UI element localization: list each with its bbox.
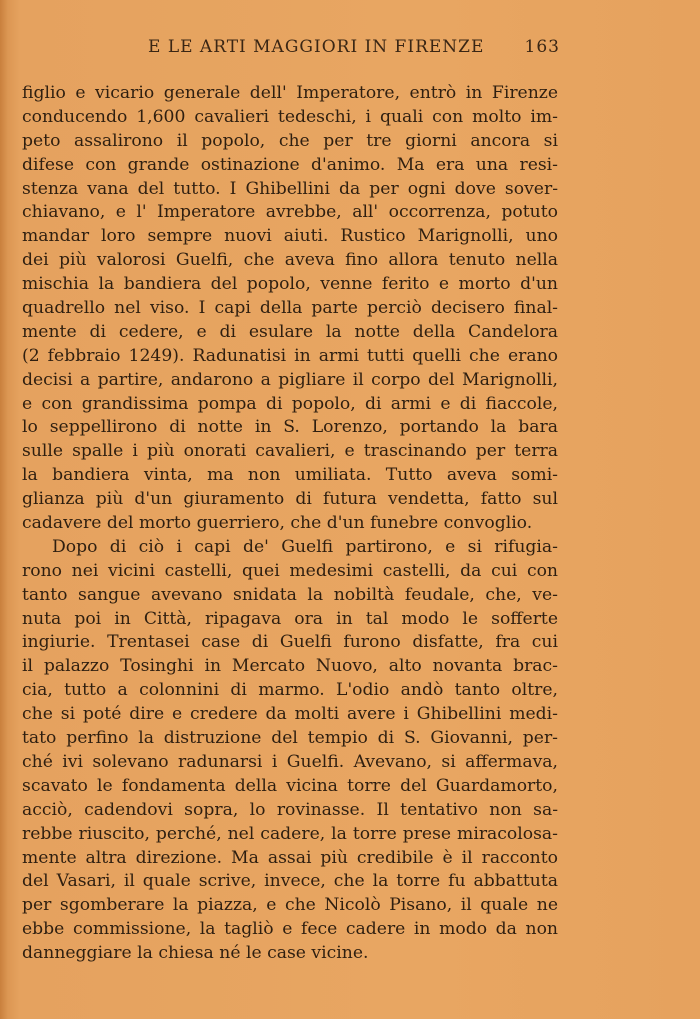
text-line: ebbe commissione, la tagliò e fece cadere in modo da non: [22, 919, 558, 940]
text-line: cia, tutto a colonnini di marmo. L'odio andò tanto oltre,: [22, 680, 558, 701]
text-line: stenza vana del tutto. I Ghibellini da per ogni dove sover-: [22, 178, 558, 199]
text-line: scavato le fondamenta della vicina torre del Guardamorto,: [22, 775, 558, 796]
text-line: peto assalirono il popolo, che per tre giorni ancora si: [22, 130, 558, 151]
text-line: del Vasari, il quale scrive, invece, che la torre fu abbattuta: [22, 871, 558, 892]
text-line: quadrello nel viso. I capi della parte perciò decisero final-: [22, 298, 558, 319]
body-text: [22, 82, 558, 966]
text-line: (2 febbraio 1249). Radunatisi in armi tutti quelli che erano: [22, 345, 558, 366]
paragraph-first-line: Dopo di ciò i capi de' Guelfi partirono, e si rifugia-: [52, 536, 558, 557]
text-line: ché ivi solevano radunarsi i Guelfi. Avevano, si affermava,: [22, 751, 558, 772]
text-line: cadavere del morto guerriero, che d'un funebre convoglio.: [22, 513, 533, 534]
text-line: acciò, cadendovi sopra, lo rovinasse. Il tentativo non sa-: [22, 799, 558, 820]
text-line: rebbe riuscito, perché, nel cadere, la torre prese miracolosa-: [22, 823, 558, 844]
text-line: tanto sangue avevano snidata la nobiltà feudale, che, ve-: [22, 584, 558, 605]
text-line: tato perfino la distruzione del tempio di S. Giovanni, per-: [22, 728, 558, 749]
text-line: lo seppellirono di notte in S. Lorenzo, portando la bara: [22, 417, 558, 438]
text-line: che si poté dire e credere da molti avere i Ghibellini medi-: [22, 704, 558, 725]
text-line: la bandiera vinta, ma non umiliata. Tutto aveva somi-: [22, 465, 558, 486]
running-title: E LE ARTI MAGGIORI IN FIRENZE: [148, 37, 485, 57]
text-line: rono nei vicini castelli, quei medesimi castelli, da cui con: [22, 560, 558, 581]
text-line: chiavano, e l' Imperatore avrebbe, all' occorrenza, potuto: [22, 202, 558, 223]
text-line: danneggiare la chiesa né le case vicine.: [22, 943, 369, 964]
text-line: per sgomberare la piazza, e che Nicolò Pisano, il quale ne: [22, 895, 558, 916]
text-line: sulle spalle i più onorati cavalieri, e trascinando per terra: [22, 441, 558, 462]
text-line: mischia la bandiera del popolo, venne ferito e morto d'un: [22, 274, 558, 295]
text-line: mandar loro sempre nuovi aiuti. Rustico Marignolli, uno: [22, 226, 558, 247]
text-line: figlio e vicario generale dell' Imperatore, entrò in Firenze: [22, 83, 558, 103]
text-line: mente altra direzione. Ma assai più credibile è il racconto: [22, 847, 558, 868]
page-number: 163: [524, 37, 560, 57]
text-line: dei più valorosi Guelfi, che aveva fino allora tenuto nella: [22, 250, 558, 271]
text-line: difese con grande ostinazione d'animo. Ma era una resi-: [22, 154, 558, 175]
text-line: il palazzo Tosinghi in Mercato Nuovo, alto novanta brac-: [22, 656, 558, 677]
text-line: glianza più d'un giuramento di futura vendetta, fatto sul: [22, 489, 558, 510]
text-line: ingiurie. Trentasei case di Guelfi furono disfatte, fra cui: [22, 632, 558, 653]
text-line: mente di cedere, e di esulare la notte della Candelora: [22, 321, 558, 342]
text-line: e con grandissima pompa di popolo, di armi e di fiaccole,: [22, 393, 558, 414]
text-line: decisi a partire, andarono a pigliare il corpo del Marignolli,: [22, 369, 558, 390]
text-line: conducendo 1,600 cavalieri tedeschi, i quali con molto im-: [22, 106, 558, 127]
text-line: nuta poi in Città, ripagava ora in tal modo le sofferte: [22, 608, 558, 629]
